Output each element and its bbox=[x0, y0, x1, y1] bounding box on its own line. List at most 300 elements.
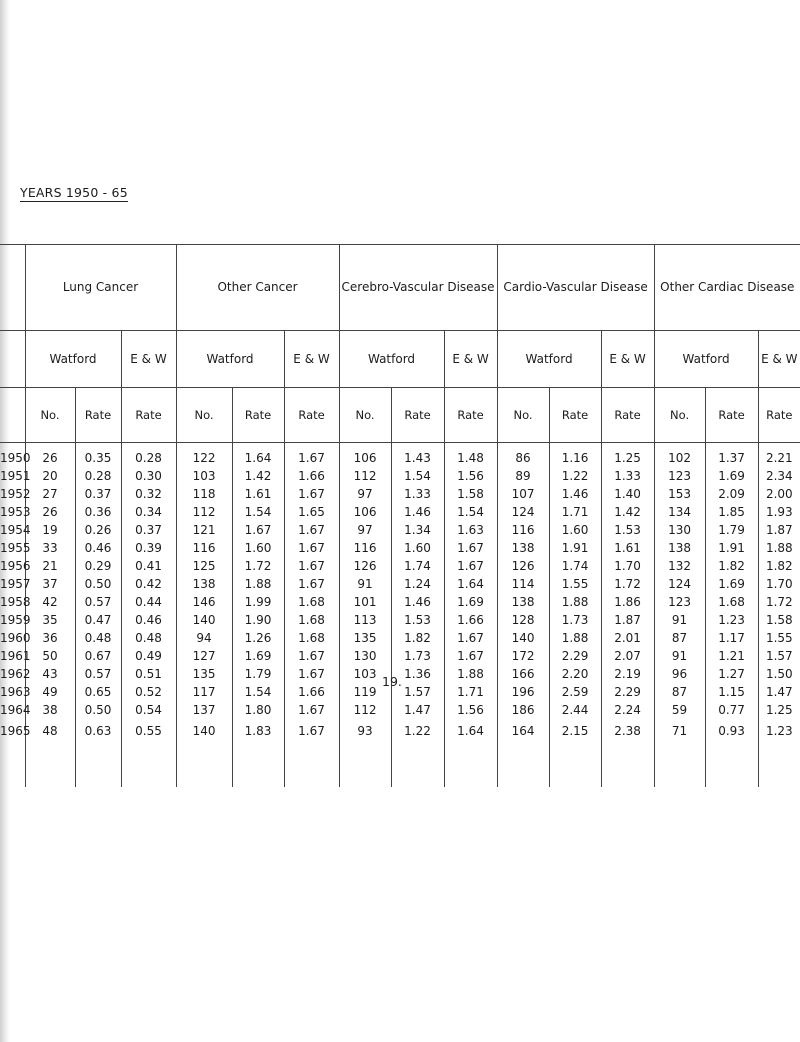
value-cell: 1.15 bbox=[705, 683, 758, 701]
table-row bbox=[0, 575, 800, 593]
year-cell: 1962 bbox=[0, 667, 31, 681]
value-cell: 1.64 bbox=[444, 575, 497, 593]
col-header-rate: Rate bbox=[121, 388, 176, 443]
table-row bbox=[0, 539, 800, 557]
value-cell: 116 bbox=[339, 539, 391, 557]
col-header-rate: Rate bbox=[705, 388, 758, 443]
value-cell: 103 bbox=[176, 467, 232, 485]
value-cell: 1.71 bbox=[549, 503, 601, 521]
value-cell: 1.67 bbox=[284, 443, 339, 468]
value-cell: 138 bbox=[497, 593, 549, 611]
value-cell: 1.80 bbox=[232, 701, 284, 719]
value-cell: 1.60 bbox=[549, 521, 601, 539]
value-cell: 1.42 bbox=[232, 467, 284, 485]
value-cell: 127 bbox=[176, 647, 232, 665]
value-cell: 91 bbox=[654, 647, 705, 665]
value-cell: 117 bbox=[176, 683, 232, 701]
value-cell: 140 bbox=[176, 719, 232, 743]
value-cell: 1.69 bbox=[232, 647, 284, 665]
table-row bbox=[0, 611, 800, 629]
value-cell: 1.33 bbox=[391, 485, 444, 503]
value-cell: 0.46 bbox=[121, 611, 176, 629]
value-cell: 106 bbox=[339, 443, 391, 468]
value-cell: 1.67 bbox=[284, 575, 339, 593]
group-header-other-cancer: Other Cancer bbox=[176, 245, 339, 331]
col-header-no: No. bbox=[497, 388, 549, 443]
value-cell: 93 bbox=[339, 719, 391, 743]
value-cell: 97 bbox=[339, 521, 391, 539]
value-cell: 1.88 bbox=[232, 575, 284, 593]
value-cell: 94 bbox=[176, 629, 232, 647]
value-cell: 1.72 bbox=[601, 575, 654, 593]
value-cell: 1.21 bbox=[705, 647, 758, 665]
value-cell: 2.20 bbox=[549, 665, 601, 683]
value-cell: 48 bbox=[25, 719, 75, 743]
value-cell: 1.70 bbox=[758, 575, 800, 593]
empty-cell bbox=[232, 743, 284, 787]
value-cell: 71 bbox=[654, 719, 705, 743]
value-cell: 1.66 bbox=[444, 611, 497, 629]
value-cell: 1.47 bbox=[758, 683, 800, 701]
col-header-no: No. bbox=[339, 388, 391, 443]
value-cell: 196 bbox=[497, 683, 549, 701]
year-cell: 1958 bbox=[0, 595, 31, 609]
value-cell: 50 bbox=[25, 647, 75, 665]
value-cell: 1.57 bbox=[758, 647, 800, 665]
area-header-watford: Watford bbox=[654, 331, 758, 388]
empty-cell bbox=[705, 743, 758, 787]
header-corner bbox=[0, 388, 25, 443]
area-header-ew: E & W bbox=[444, 331, 497, 388]
value-cell: 1.53 bbox=[601, 521, 654, 539]
table-row bbox=[0, 629, 800, 647]
value-cell: 1.17 bbox=[705, 629, 758, 647]
value-cell: 1.88 bbox=[758, 539, 800, 557]
value-cell: 123 bbox=[654, 593, 705, 611]
value-cell: 106 bbox=[339, 503, 391, 521]
value-cell: 1.67 bbox=[284, 701, 339, 719]
table-row bbox=[0, 647, 800, 665]
table-header bbox=[0, 245, 800, 443]
empty-cell bbox=[0, 743, 25, 787]
value-cell: 27 bbox=[25, 485, 75, 503]
value-cell: 35 bbox=[25, 611, 75, 629]
value-cell: 124 bbox=[497, 503, 549, 521]
value-cell: 1.36 bbox=[391, 665, 444, 683]
page-heading: YEARS 1950 - 65 bbox=[20, 185, 128, 200]
value-cell: 0.37 bbox=[75, 485, 121, 503]
value-cell: 1.53 bbox=[391, 611, 444, 629]
value-cell: 1.88 bbox=[549, 629, 601, 647]
value-cell: 186 bbox=[497, 701, 549, 719]
value-cell: 97 bbox=[339, 485, 391, 503]
value-cell: 1.67 bbox=[284, 539, 339, 557]
value-cell: 26 bbox=[25, 503, 75, 521]
value-cell: 0.30 bbox=[121, 467, 176, 485]
value-cell: 1.72 bbox=[232, 557, 284, 575]
value-cell: 164 bbox=[497, 719, 549, 743]
value-cell: 116 bbox=[497, 521, 549, 539]
empty-cell bbox=[121, 743, 176, 787]
value-cell: 1.33 bbox=[601, 467, 654, 485]
col-header-rate: Rate bbox=[75, 388, 121, 443]
area-header-ew: E & W bbox=[758, 331, 800, 388]
value-cell: 103 bbox=[339, 665, 391, 683]
value-cell: 1.67 bbox=[444, 647, 497, 665]
value-cell: 1.68 bbox=[284, 611, 339, 629]
group-header-cerebro-vascular: Cerebro-Vascular Disease bbox=[339, 245, 497, 331]
value-cell: 19 bbox=[25, 521, 75, 539]
value-cell: 166 bbox=[497, 665, 549, 683]
value-cell: 1.56 bbox=[444, 701, 497, 719]
value-cell: 112 bbox=[339, 701, 391, 719]
value-cell: 91 bbox=[339, 575, 391, 593]
value-cell: 1.48 bbox=[444, 443, 497, 468]
value-cell: 1.69 bbox=[705, 467, 758, 485]
value-cell: 1.67 bbox=[232, 521, 284, 539]
value-cell: 118 bbox=[176, 485, 232, 503]
value-cell: 0.67 bbox=[75, 647, 121, 665]
col-header-no: No. bbox=[654, 388, 705, 443]
value-cell: 1.79 bbox=[705, 521, 758, 539]
value-cell: 0.28 bbox=[121, 443, 176, 468]
value-cell: 1.47 bbox=[391, 701, 444, 719]
area-header-ew: E & W bbox=[121, 331, 176, 388]
value-cell: 0.41 bbox=[121, 557, 176, 575]
group-header-cardio-vascular: Cardio-Vascular Disease bbox=[497, 245, 654, 331]
value-cell: 0.28 bbox=[75, 467, 121, 485]
group-header-lung-cancer: Lung Cancer bbox=[25, 245, 176, 331]
value-cell: 125 bbox=[176, 557, 232, 575]
value-cell: 1.85 bbox=[705, 503, 758, 521]
value-cell: 37 bbox=[25, 575, 75, 593]
value-cell: 1.67 bbox=[284, 521, 339, 539]
value-cell: 1.23 bbox=[758, 719, 800, 743]
value-cell: 86 bbox=[497, 443, 549, 468]
value-cell: 1.57 bbox=[391, 683, 444, 701]
value-cell: 1.46 bbox=[391, 503, 444, 521]
value-cell: 1.67 bbox=[284, 647, 339, 665]
value-cell: 1.22 bbox=[391, 719, 444, 743]
value-cell: 172 bbox=[497, 647, 549, 665]
value-cell: 1.67 bbox=[444, 557, 497, 575]
value-cell: 138 bbox=[497, 539, 549, 557]
value-cell: 1.54 bbox=[391, 467, 444, 485]
value-cell: 1.43 bbox=[391, 443, 444, 468]
empty-cell bbox=[497, 743, 549, 787]
value-cell: 43 bbox=[25, 665, 75, 683]
value-cell: 153 bbox=[654, 485, 705, 503]
value-cell: 0.57 bbox=[75, 593, 121, 611]
value-cell: 0.54 bbox=[121, 701, 176, 719]
value-cell: 1.40 bbox=[601, 485, 654, 503]
area-header-ew: E & W bbox=[284, 331, 339, 388]
value-cell: 130 bbox=[654, 521, 705, 539]
value-cell: 0.44 bbox=[121, 593, 176, 611]
value-cell: 0.35 bbox=[75, 443, 121, 468]
value-cell: 135 bbox=[339, 629, 391, 647]
value-cell: 1.34 bbox=[391, 521, 444, 539]
value-cell: 1.64 bbox=[444, 719, 497, 743]
value-cell: 0.93 bbox=[705, 719, 758, 743]
value-cell: 0.37 bbox=[121, 521, 176, 539]
value-cell: 0.47 bbox=[75, 611, 121, 629]
value-cell: 89 bbox=[497, 467, 549, 485]
value-cell: 1.58 bbox=[444, 485, 497, 503]
value-cell: 1.70 bbox=[601, 557, 654, 575]
col-header-no: No. bbox=[176, 388, 232, 443]
table-row bbox=[0, 719, 800, 743]
year-cell: 1957 bbox=[0, 577, 31, 591]
empty-cell bbox=[654, 743, 705, 787]
value-cell: 2.01 bbox=[601, 629, 654, 647]
value-cell: 1.71 bbox=[444, 683, 497, 701]
value-cell: 87 bbox=[654, 683, 705, 701]
area-header-watford: Watford bbox=[339, 331, 444, 388]
value-cell: 1.82 bbox=[758, 557, 800, 575]
value-cell: 1.55 bbox=[549, 575, 601, 593]
value-cell: 0.32 bbox=[121, 485, 176, 503]
area-header-watford: Watford bbox=[497, 331, 601, 388]
value-cell: 42 bbox=[25, 593, 75, 611]
value-cell: 0.34 bbox=[121, 503, 176, 521]
year-cell: 1953 bbox=[0, 505, 31, 519]
value-cell: 0.51 bbox=[121, 665, 176, 683]
year-cell: 1965 bbox=[0, 724, 31, 738]
value-cell: 132 bbox=[654, 557, 705, 575]
value-cell: 0.49 bbox=[121, 647, 176, 665]
value-cell: 96 bbox=[654, 665, 705, 683]
value-cell: 2.24 bbox=[601, 701, 654, 719]
group-header-other-cardiac: Other Cardiac Disease bbox=[654, 245, 800, 331]
value-cell: 124 bbox=[654, 575, 705, 593]
value-cell: 1.54 bbox=[232, 503, 284, 521]
value-cell: 140 bbox=[176, 611, 232, 629]
value-cell: 2.19 bbox=[601, 665, 654, 683]
empty-cell bbox=[601, 743, 654, 787]
value-cell: 38 bbox=[25, 701, 75, 719]
value-cell: 1.67 bbox=[444, 629, 497, 647]
year-cell: 1955 bbox=[0, 541, 31, 555]
value-cell: 126 bbox=[339, 557, 391, 575]
value-cell: 0.46 bbox=[75, 539, 121, 557]
header-corner bbox=[0, 245, 25, 331]
value-cell: 1.99 bbox=[232, 593, 284, 611]
value-cell: 0.50 bbox=[75, 701, 121, 719]
value-cell: 1.58 bbox=[758, 611, 800, 629]
value-cell: 1.67 bbox=[444, 539, 497, 557]
value-cell: 107 bbox=[497, 485, 549, 503]
value-cell: 146 bbox=[176, 593, 232, 611]
area-header-watford: Watford bbox=[176, 331, 284, 388]
value-cell: 1.42 bbox=[601, 503, 654, 521]
value-cell: 1.54 bbox=[232, 683, 284, 701]
value-cell: 0.29 bbox=[75, 557, 121, 575]
col-header-rate: Rate bbox=[549, 388, 601, 443]
value-cell: 123 bbox=[654, 467, 705, 485]
value-cell: 0.39 bbox=[121, 539, 176, 557]
value-cell: 1.68 bbox=[705, 593, 758, 611]
value-cell: 1.82 bbox=[705, 557, 758, 575]
value-cell: 128 bbox=[497, 611, 549, 629]
value-cell: 1.87 bbox=[601, 611, 654, 629]
value-cell: 0.50 bbox=[75, 575, 121, 593]
value-cell: 1.54 bbox=[444, 503, 497, 521]
year-cell: 1963 bbox=[0, 685, 31, 699]
table-row bbox=[0, 701, 800, 719]
value-cell: 138 bbox=[654, 539, 705, 557]
col-header-rate: Rate bbox=[601, 388, 654, 443]
value-cell: 1.91 bbox=[705, 539, 758, 557]
empty-cell bbox=[758, 743, 800, 787]
area-header-ew: E & W bbox=[601, 331, 654, 388]
table-row bbox=[0, 485, 800, 503]
value-cell: 1.25 bbox=[601, 443, 654, 468]
value-cell: 1.22 bbox=[549, 467, 601, 485]
empty-cell bbox=[75, 743, 121, 787]
value-cell: 2.38 bbox=[601, 719, 654, 743]
table-row bbox=[0, 521, 800, 539]
value-cell: 2.34 bbox=[758, 467, 800, 485]
page-number: 19. bbox=[382, 674, 402, 689]
value-cell: 1.23 bbox=[705, 611, 758, 629]
value-cell: 1.25 bbox=[758, 701, 800, 719]
value-cell: 112 bbox=[339, 467, 391, 485]
value-cell: 2.21 bbox=[758, 443, 800, 468]
value-cell: 112 bbox=[176, 503, 232, 521]
value-cell: 130 bbox=[339, 647, 391, 665]
empty-cell bbox=[444, 743, 497, 787]
value-cell: 1.88 bbox=[444, 665, 497, 683]
value-cell: 134 bbox=[654, 503, 705, 521]
value-cell: 20 bbox=[25, 467, 75, 485]
value-cell: 1.87 bbox=[758, 521, 800, 539]
col-header-rate: Rate bbox=[232, 388, 284, 443]
mortality-table bbox=[0, 244, 800, 787]
table-body bbox=[0, 443, 800, 788]
col-header-rate: Rate bbox=[758, 388, 800, 443]
empty-cell bbox=[176, 743, 232, 787]
value-cell: 1.61 bbox=[232, 485, 284, 503]
value-cell: 0.26 bbox=[75, 521, 121, 539]
value-cell: 1.67 bbox=[284, 665, 339, 683]
value-cell: 1.24 bbox=[391, 575, 444, 593]
value-cell: 0.57 bbox=[75, 665, 121, 683]
col-header-no: No. bbox=[25, 388, 75, 443]
value-cell: 1.60 bbox=[391, 539, 444, 557]
col-header-rate: Rate bbox=[444, 388, 497, 443]
year-cell: 1964 bbox=[0, 703, 31, 717]
header-corner bbox=[0, 331, 25, 388]
value-cell: 137 bbox=[176, 701, 232, 719]
value-cell: 1.46 bbox=[549, 485, 601, 503]
value-cell: 1.55 bbox=[758, 629, 800, 647]
value-cell: 87 bbox=[654, 629, 705, 647]
value-cell: 1.73 bbox=[391, 647, 444, 665]
empty-cell bbox=[549, 743, 601, 787]
year-cell: 1954 bbox=[0, 523, 31, 537]
value-cell: 1.74 bbox=[549, 557, 601, 575]
value-cell: 1.69 bbox=[705, 575, 758, 593]
year-cell: 1951 bbox=[0, 469, 31, 483]
year-cell: 1950 bbox=[0, 451, 31, 465]
value-cell: 1.91 bbox=[549, 539, 601, 557]
value-cell: 0.48 bbox=[121, 629, 176, 647]
value-cell: 1.67 bbox=[284, 485, 339, 503]
value-cell: 1.72 bbox=[758, 593, 800, 611]
year-cell: 1960 bbox=[0, 631, 31, 645]
value-cell: 0.52 bbox=[121, 683, 176, 701]
value-cell: 116 bbox=[176, 539, 232, 557]
value-cell: 1.66 bbox=[284, 683, 339, 701]
value-cell: 0.65 bbox=[75, 683, 121, 701]
value-cell: 49 bbox=[25, 683, 75, 701]
value-cell: 113 bbox=[339, 611, 391, 629]
value-cell: 138 bbox=[176, 575, 232, 593]
value-cell: 21 bbox=[25, 557, 75, 575]
value-cell: 1.60 bbox=[232, 539, 284, 557]
col-header-rate: Rate bbox=[284, 388, 339, 443]
table-tail bbox=[0, 743, 800, 787]
value-cell: 1.74 bbox=[391, 557, 444, 575]
value-cell: 1.90 bbox=[232, 611, 284, 629]
value-cell: 1.65 bbox=[284, 503, 339, 521]
value-cell: 1.79 bbox=[232, 665, 284, 683]
value-cell: 2.07 bbox=[601, 647, 654, 665]
value-cell: 1.83 bbox=[232, 719, 284, 743]
year-cell: 1952 bbox=[0, 487, 31, 501]
table-row bbox=[0, 593, 800, 611]
value-cell: 1.69 bbox=[444, 593, 497, 611]
value-cell: 1.16 bbox=[549, 443, 601, 468]
value-cell: 2.00 bbox=[758, 485, 800, 503]
value-cell: 59 bbox=[654, 701, 705, 719]
value-cell: 135 bbox=[176, 665, 232, 683]
table-row bbox=[0, 557, 800, 575]
value-cell: 2.29 bbox=[549, 647, 601, 665]
value-cell: 1.50 bbox=[758, 665, 800, 683]
value-cell: 0.63 bbox=[75, 719, 121, 743]
value-cell: 1.93 bbox=[758, 503, 800, 521]
value-cell: 1.61 bbox=[601, 539, 654, 557]
value-cell: 1.46 bbox=[391, 593, 444, 611]
year-cell: 1961 bbox=[0, 649, 31, 663]
value-cell: 2.59 bbox=[549, 683, 601, 701]
value-cell: 0.55 bbox=[121, 719, 176, 743]
value-cell: 1.68 bbox=[284, 593, 339, 611]
value-cell: 119 bbox=[339, 683, 391, 701]
value-cell: 1.82 bbox=[391, 629, 444, 647]
value-cell: 114 bbox=[497, 575, 549, 593]
table-row bbox=[0, 503, 800, 521]
year-cell: 1959 bbox=[0, 613, 31, 627]
value-cell: 0.42 bbox=[121, 575, 176, 593]
value-cell: 140 bbox=[497, 629, 549, 647]
empty-cell bbox=[25, 743, 75, 787]
value-cell: 122 bbox=[176, 443, 232, 468]
col-header-rate: Rate bbox=[391, 388, 444, 443]
value-cell: 1.66 bbox=[284, 467, 339, 485]
value-cell: 1.86 bbox=[601, 593, 654, 611]
value-cell: 2.29 bbox=[601, 683, 654, 701]
value-cell: 1.88 bbox=[549, 593, 601, 611]
value-cell: 1.67 bbox=[284, 557, 339, 575]
value-cell: 2.15 bbox=[549, 719, 601, 743]
value-cell: 101 bbox=[339, 593, 391, 611]
value-cell: 102 bbox=[654, 443, 705, 468]
value-cell: 2.44 bbox=[549, 701, 601, 719]
value-cell: 26 bbox=[25, 443, 75, 468]
